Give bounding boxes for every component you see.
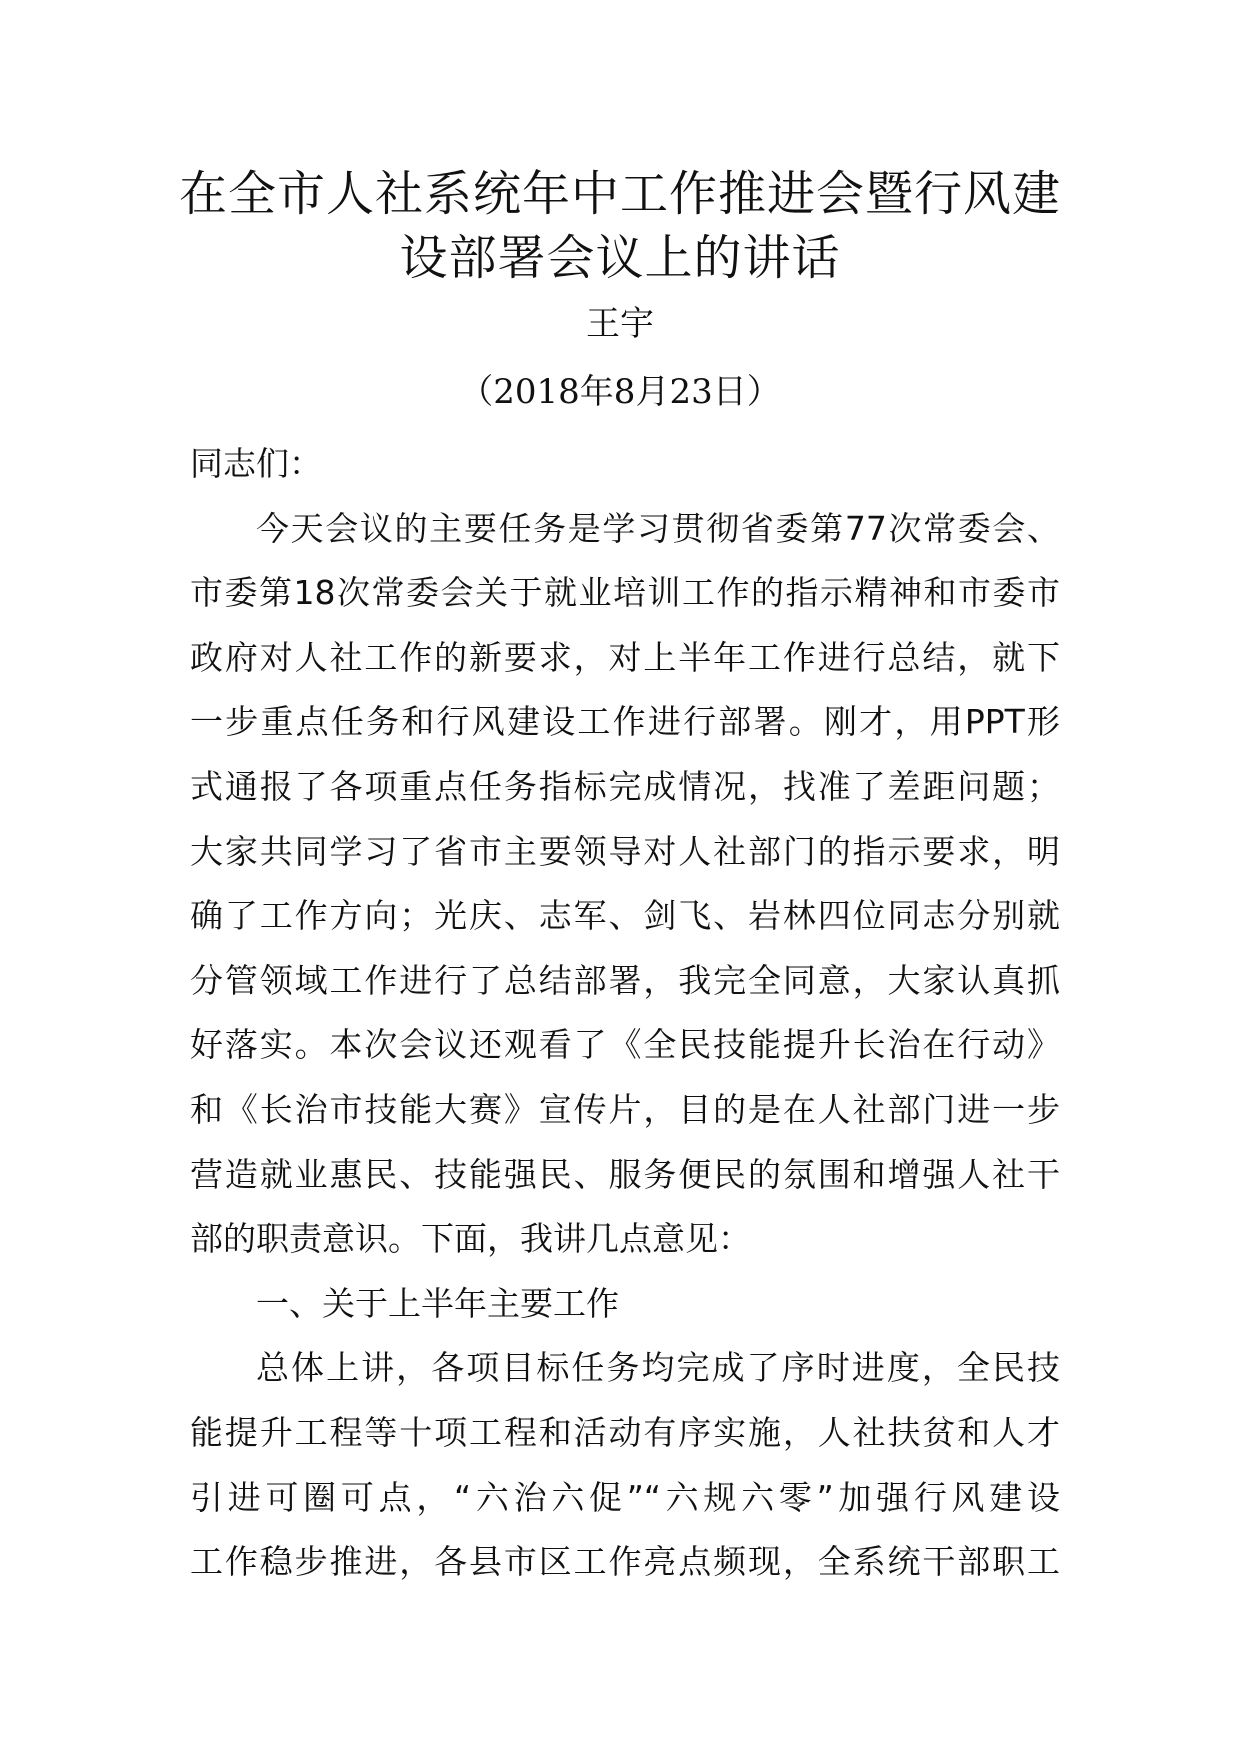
document-title	[150, 162, 1090, 290]
paragraph-line: 确了工作方向；光庆、志军、剑飞、岩林四位同志分别就	[190, 896, 1060, 936]
paragraph-line: 引进可圈可点，“六治六促”“六规六零”加强行风建设	[190, 1477, 1060, 1517]
paragraph-line: 大家共同学习了省市主要领导对人社部门的指示要求，明	[190, 831, 1060, 871]
author-name: 王宇	[586, 304, 654, 344]
salutation: 同志们：	[190, 444, 322, 483]
paragraph-line: 营造就业惠民、技能强民、服务便民的氛围和增强人社干	[190, 1154, 1060, 1194]
paragraph-line: 式通报了各项重点任务指标完成情况，找准了差距问题；	[190, 766, 1060, 806]
paragraph-line: 政府对人社工作的新要求，对上半年工作进行总结，就下	[190, 637, 1060, 677]
paragraph-line: 工作稳步推进，各县市区工作亮点频现，全系统干部职工	[190, 1542, 1060, 1582]
speech-date: （2018年8月23日）	[459, 372, 781, 412]
title-line: 在全市人社系统年中工作推进会暨行风建	[178, 166, 1061, 222]
paragraph-line: 和《长治市技能大赛》宣传片，目的是在人社部门进一步	[190, 1089, 1060, 1129]
section-heading: 一、关于上半年主要工作	[256, 1283, 619, 1323]
paragraph-line: 分管领域工作进行了总结部署，我完全同意，大家认真抓	[190, 960, 1060, 1000]
paragraph-line: 市委第18次常委会关于就业培训工作的指示精神和市委市	[190, 573, 1060, 613]
paragraph-line: 部的职责意识。下面，我讲几点意见：	[190, 1219, 751, 1259]
title-line: 设部署会议上的讲话	[399, 230, 841, 286]
paragraph-line: 一步重点任务和行风建设工作进行部署。刚才，用PPT形	[190, 702, 1060, 742]
paragraph-line: 能提升工程等十项工程和活动有序实施，人社扶贫和人才	[190, 1412, 1060, 1452]
document-body	[190, 432, 1060, 1595]
paragraph-line: 今天会议的主要任务是学习贯彻省委第77次常委会、	[256, 508, 1060, 548]
paragraph-line: 好落实。本次会议还观看了《全民技能提升长治在行动》	[190, 1025, 1060, 1065]
paragraph-line: 总体上讲，各项目标任务均完成了序时进度，全民技	[256, 1348, 1060, 1388]
